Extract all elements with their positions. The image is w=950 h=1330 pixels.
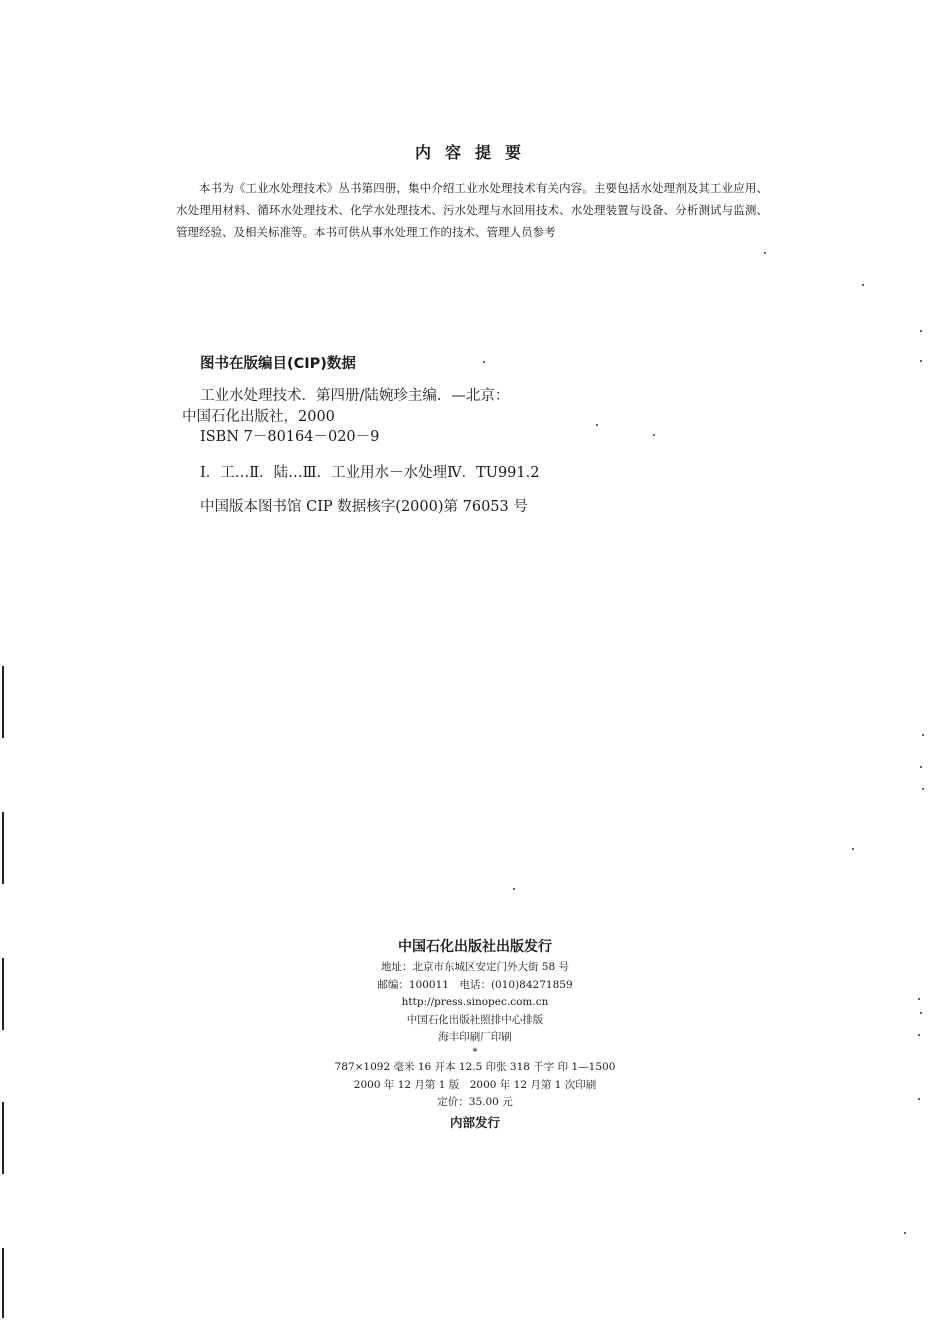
scan-edge-mark	[2, 1248, 4, 1318]
cip-classification: Ⅰ．工…Ⅱ．陆…Ⅲ．工业用水－水处理Ⅳ．TU991.2	[200, 465, 540, 481]
scan-edge-mark	[2, 812, 4, 884]
imprint-address: 地址：北京市东城区安定门外大街 58 号	[380, 961, 570, 973]
abstract-title: 内容提要	[414, 143, 535, 162]
scan-speck	[918, 1098, 920, 1100]
scan-edge-mark	[2, 958, 4, 1030]
imprint-separator: *	[472, 1046, 478, 1058]
scan-speck	[920, 1012, 922, 1014]
scan-speck	[483, 361, 485, 363]
cip-block	[182, 352, 760, 515]
imprint-typesetting: 中国石化出版社照排中心排版	[406, 1013, 544, 1026]
scan-speck	[852, 848, 854, 850]
abstract-body: 本书为《工业水处理技术》丛书第四册，集中介绍工业水处理技术有关内容。主要包括水处理剂及其工业应用、水处理用材料、循环水处理技术、化学水处理技术、污水处理与水回用技术、水处理装置与设备、分析测试与监测、管理经验、及相关标准等。本书可供从事水处理工作的技术、管理人员参考	[176, 181, 768, 239]
scan-edge-mark	[2, 1102, 4, 1174]
scan-speck	[862, 284, 864, 286]
cip-publisher-line: 中国石化出版社，2000	[182, 409, 335, 425]
imprint-edition: 2000 年 12 月第 1 版 2000 年 12 月第 1 次印刷	[353, 1078, 597, 1091]
imprint-block	[0, 935, 950, 1134]
imprint-url: http://press.sinopec.com.cn	[401, 996, 549, 1009]
scan-speck	[596, 424, 598, 426]
cip-isbn: ISBN 7－80164－020－9	[200, 429, 380, 445]
imprint-publisher: 中国石化出版社出版发行	[398, 939, 552, 955]
scan-speck	[920, 330, 922, 332]
imprint-specs: 787×1092 毫米 16 开本 12.5 印张 318 千字 印 1—1500	[334, 1060, 616, 1073]
scan-speck	[653, 434, 655, 436]
scan-edge-mark	[2, 666, 4, 738]
scan-speck	[922, 734, 924, 736]
scan-speck	[920, 360, 922, 362]
scan-speck	[922, 788, 924, 790]
cip-title-line: 工业水处理技术．第四册/陆婉珍主编．—北京：	[200, 388, 510, 404]
imprint-printer: 海丰印刷厂印刷	[438, 1031, 512, 1044]
scan-speck	[513, 888, 515, 890]
scan-speck	[918, 998, 920, 1000]
scan-speck	[904, 1232, 906, 1234]
imprint-postcode-phone: 邮编：100011 电话：(010)84271859	[377, 978, 573, 991]
cip-heading: 图书在版编目(CIP)数据	[200, 356, 356, 372]
cip-record-number: 中国版本图书馆 CIP 数据核字(2000)第 76053 号	[200, 499, 528, 515]
scan-speck	[764, 252, 766, 254]
scan-speck	[918, 1034, 920, 1036]
imprint-distribution: 内部发行	[449, 1114, 500, 1130]
imprint-price: 定价：35.00 元	[437, 1096, 513, 1109]
scan-speck	[920, 766, 922, 768]
